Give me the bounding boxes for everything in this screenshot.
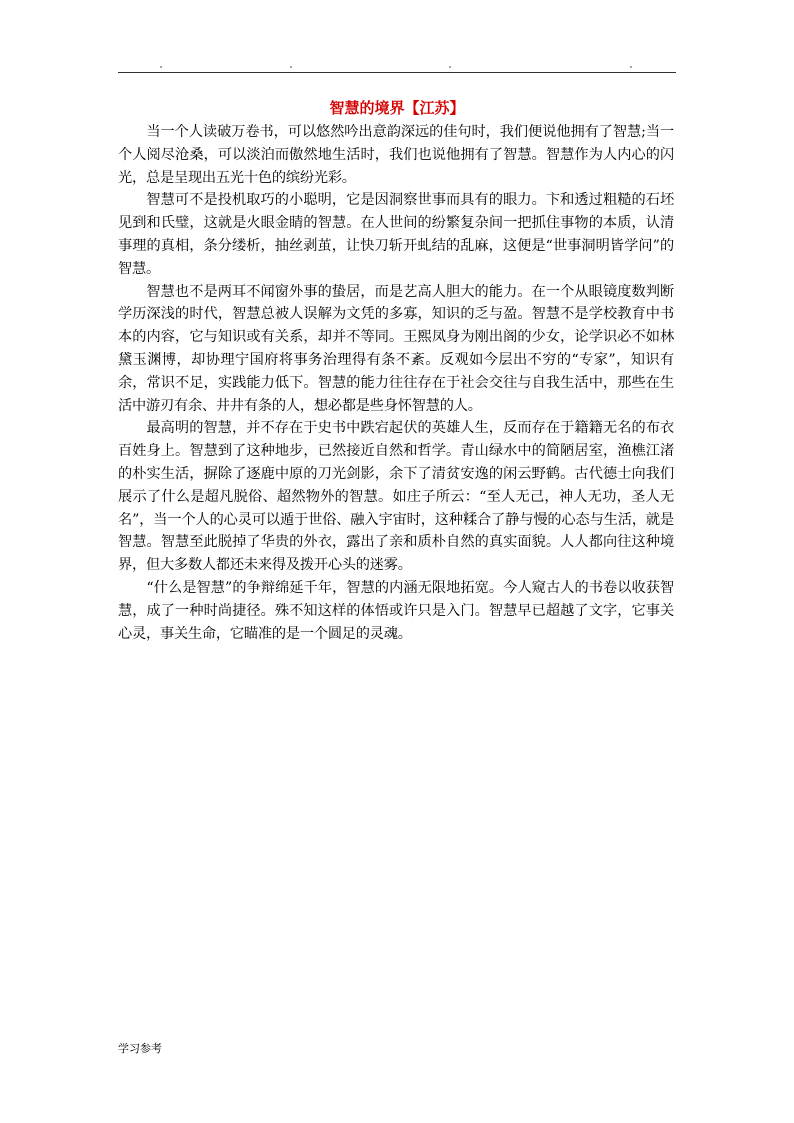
paragraph: 智慧也不是两耳不闻窗外事的蛰居，而是艺高人胆大的能力。在一个从眼镜度数判断学历深浅的时代，智慧总被人误解为文凭的多寡，知识的乏与盈。智慧不是学校教育中书本的内容，它与知识或有关系，却并不等同。王熙凤身为刚出阁的少女，论学识必不如林黛玉渊博，却协理宁国府将事务治理得有条不紊。反观如今层出不穷的“专家”，知识有余，常识不足，实践能力低下。智慧的能力往往存在于社会交往与自我生活中，那些在生活中游刃有余、井井有条的人，想必都是些身怀智慧的人。: [118, 283, 674, 414]
paragraph: 智慧可不是投机取巧的小聪明，它是因洞察世事而具有的眼力。卞和透过粗糙的石坯见到和氏璧，这就是火眼金睛的智慧。在人世间的纷繁复杂间一把抓住事物的本质，认清事理的真相，条分缕析，抽丝剥茧，让快刀斩开虬结的乱麻，这便是“世事洞明皆学问”的智慧。: [118, 192, 674, 277]
title-main: 智慧的境界: [329, 99, 405, 117]
header-dot: [630, 66, 632, 68]
header-dot: [290, 66, 292, 68]
article-body: [118, 121, 674, 645]
paragraph: 当一个人读破万卷书，可以悠然吟出意韵深远的佳句时，我们便说他拥有了智慧;当一个人阅尽沧桑，可以淡泊而傲然地生活时，我们也说他拥有了智慧。智慧作为人内心的闪光，总是呈现出五光十色的缤纷光彩。: [118, 124, 674, 186]
paragraph: “什么是智慧”的争辩绵延千年，智慧的内涵无限地拓宽。今人窥古人的书卷以收获智慧，成了一种时尚捷径。殊不知这样的体悟或许只是入门。智慧早已超越了文字，它事关心灵，事关生命，它瞄准的是一个圆足的灵魂。: [118, 579, 674, 642]
page-footer: 学习参考: [118, 1042, 162, 1055]
title-tag: 【江苏】: [404, 99, 465, 117]
document-title: [118, 97, 676, 119]
paragraph: 最高明的智慧，并不存在于史书中跌宕起伏的英雄人生，反而存在于籍籍无名的布衣百姓身上。智慧到了这种地步，已然接近自然和哲学。青山绿水中的简陋居室，渔樵江渚的朴实生活，摒除了逐鹿中原的刀光剑影，余下了清贫安逸的闲云野鹤。古代德士向我们展示了什么是超凡脱俗、超然物外的智慧。如庄子所云：“至人无己，神人无功，圣人无名”，当一个人的心灵可以遁于世俗、融入宇宙时，这种糅合了静与慢的心态与生活，就是智慧。智慧至此脱掉了华贵的外衣，露出了亲和质朴自然的真实面貌。人人都向往这种境界，但大多数人都还未来得及拨开心头的迷雾。: [118, 420, 674, 574]
header-dot: [160, 66, 162, 68]
header-rule: [118, 72, 676, 73]
header-dot: [449, 66, 451, 68]
